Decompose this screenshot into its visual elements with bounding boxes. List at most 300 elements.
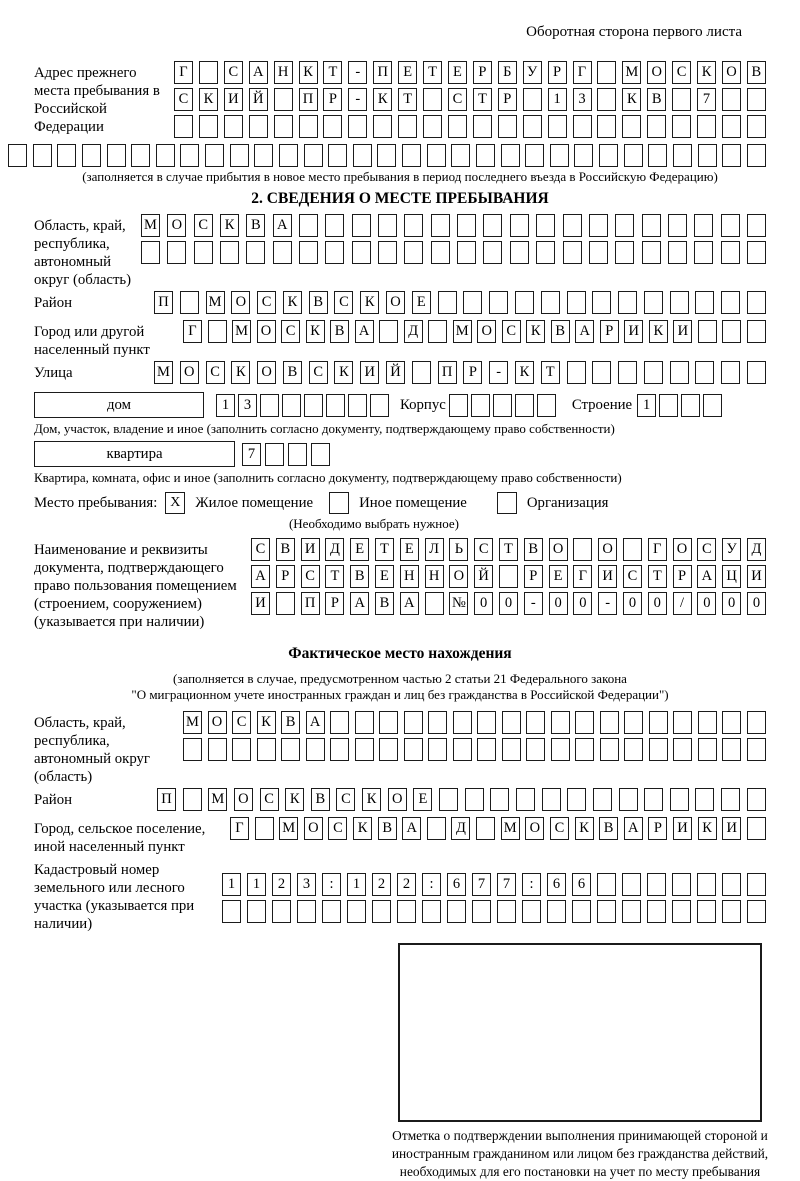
kadastr-cells	[222, 858, 766, 927]
char-cell: 7	[242, 443, 261, 466]
char-cell	[574, 144, 593, 167]
char-cell	[274, 88, 293, 111]
char-cell: В	[599, 817, 618, 840]
char-cell	[644, 788, 663, 811]
confirmation-stamp-note: Отметка о подтверждении выполнения принимающей стороной и иностранным гражданином или лицом без гражданства действий, необходимых для его постановки на учет по месту пребывания	[391, 1128, 769, 1179]
char-cell: К	[526, 320, 545, 343]
char-cell	[536, 214, 555, 237]
char-cell	[567, 788, 586, 811]
confirmation-stamp-box	[398, 943, 762, 1122]
char-cell	[465, 788, 484, 811]
char-cell: М	[279, 817, 298, 840]
option-zhiloe-label: Жилое помещение	[195, 494, 314, 511]
char-cell: М	[208, 788, 227, 811]
char-cell	[107, 144, 126, 167]
oblast-row-2	[141, 241, 766, 264]
char-cell	[572, 900, 591, 923]
char-cell: Т	[375, 538, 394, 561]
char-cell	[330, 711, 349, 734]
char-cell	[378, 241, 397, 264]
char-cell	[208, 320, 227, 343]
char-cell: А	[400, 592, 419, 615]
char-cell	[180, 291, 199, 314]
char-cell	[224, 115, 243, 138]
factual-title: Фактическое место нахождения	[288, 645, 512, 662]
char-cell: Е	[375, 565, 394, 588]
char-cell	[536, 241, 555, 264]
char-cell: И	[722, 817, 741, 840]
char-cell: К	[575, 817, 594, 840]
char-cell	[673, 144, 692, 167]
char-cell	[372, 900, 391, 923]
char-cell	[563, 241, 582, 264]
char-cell	[348, 394, 367, 417]
char-cell	[439, 788, 458, 811]
char-cell	[427, 144, 446, 167]
factual-oblast-row-1	[183, 711, 766, 734]
char-cell	[449, 394, 468, 417]
ulitsa-block	[34, 361, 766, 388]
char-cell	[352, 241, 371, 264]
char-cell	[438, 291, 457, 314]
char-cell	[747, 291, 766, 314]
char-cell: :	[422, 873, 441, 896]
char-cell	[141, 241, 160, 264]
char-cell: Р	[498, 88, 517, 111]
char-cell	[722, 88, 741, 111]
char-cell: 6	[447, 873, 466, 896]
char-cell	[747, 144, 766, 167]
char-cell	[232, 738, 251, 761]
char-cell	[615, 214, 634, 237]
char-cell: П	[299, 88, 318, 111]
char-cell: 1	[637, 394, 656, 417]
char-cell	[721, 241, 740, 264]
char-cell: С	[448, 88, 467, 111]
char-cell	[273, 241, 292, 264]
factual-oblast-block	[34, 711, 766, 786]
char-cell: И	[224, 88, 243, 111]
char-cell	[668, 214, 687, 237]
char-cell	[489, 291, 508, 314]
char-cell	[597, 88, 616, 111]
char-cell	[370, 394, 389, 417]
char-cell	[516, 788, 535, 811]
stroenie-cells	[637, 394, 722, 417]
char-cell: О	[449, 565, 468, 588]
char-cell	[597, 900, 616, 923]
char-cell: 6	[547, 873, 566, 896]
char-cell	[477, 711, 496, 734]
char-cell	[644, 361, 663, 384]
char-cell	[33, 144, 52, 167]
char-cell: С	[260, 788, 279, 811]
char-cell	[747, 320, 766, 343]
char-cell	[672, 873, 691, 896]
char-cell	[471, 394, 490, 417]
char-cell	[618, 291, 637, 314]
char-cell: Р	[548, 61, 567, 84]
char-cell	[747, 788, 766, 811]
char-cell: К	[334, 361, 353, 384]
oblast-label: Область, край, республика, автономный округ (область)	[34, 218, 132, 288]
char-cell: С	[623, 565, 642, 588]
char-cell: В	[283, 361, 302, 384]
char-cell: О	[477, 320, 496, 343]
char-cell	[483, 241, 502, 264]
char-cell	[624, 144, 643, 167]
char-cell	[672, 900, 691, 923]
char-cell: 0	[499, 592, 518, 615]
char-cell	[573, 115, 592, 138]
char-cell	[404, 738, 423, 761]
char-cell: 0	[648, 592, 667, 615]
char-cell: К	[360, 291, 379, 314]
char-cell: Р	[524, 565, 543, 588]
char-cell: В	[311, 788, 330, 811]
char-cell: К	[373, 88, 392, 111]
char-cell	[649, 738, 668, 761]
gorod-label: Город или другой населенный пункт	[34, 324, 150, 358]
char-cell	[422, 900, 441, 923]
char-cell	[644, 291, 663, 314]
char-cell	[698, 320, 717, 343]
char-cell	[510, 214, 529, 237]
char-cell	[378, 214, 397, 237]
char-cell: И	[624, 320, 643, 343]
char-cell	[304, 394, 323, 417]
char-cell	[281, 738, 300, 761]
checkbox-organizatsiya	[497, 492, 517, 514]
place-type-label: Место пребывания:	[34, 494, 158, 511]
char-cell: О	[388, 788, 407, 811]
char-cell	[510, 241, 529, 264]
char-cell	[747, 738, 766, 761]
char-cell	[600, 711, 619, 734]
char-cell	[647, 115, 666, 138]
char-cell: С	[697, 538, 716, 561]
char-cell	[397, 900, 416, 923]
kadastr-block	[34, 858, 766, 933]
char-cell	[695, 361, 714, 384]
char-cell	[288, 443, 307, 466]
char-cell	[453, 738, 472, 761]
char-cell: П	[157, 788, 176, 811]
char-cell	[254, 144, 273, 167]
raion-label: Район	[34, 295, 73, 311]
char-cell: М	[501, 817, 520, 840]
kadastr-label: Кадастровый номер земельного или лесного участка (указывается при наличии)	[34, 862, 195, 932]
char-cell	[311, 443, 330, 466]
previous-address-row-4	[8, 144, 766, 167]
char-cell: 1	[247, 873, 266, 896]
char-cell	[722, 144, 741, 167]
previous-address-cells	[174, 61, 766, 142]
char-cell	[722, 115, 741, 138]
char-cell	[428, 320, 447, 343]
char-cell	[477, 738, 496, 761]
dom-note: Дом, участок, владение и иное (заполнить согласно документу, подтверждающему право собственности)	[34, 421, 615, 436]
char-cell	[541, 291, 560, 314]
document-block	[34, 538, 766, 631]
char-cell	[747, 214, 766, 237]
char-cell	[497, 900, 516, 923]
previous-address-note: (заполняется в случае прибытия в новое место пребывания в период последнего въезда в Российскую Федерацию)	[82, 169, 718, 184]
char-cell	[265, 443, 284, 466]
char-cell	[463, 291, 482, 314]
char-cell	[499, 565, 518, 588]
char-cell	[194, 241, 213, 264]
char-cell: 3	[297, 873, 316, 896]
char-cell	[615, 241, 634, 264]
char-cell: И	[673, 817, 692, 840]
char-cell: Р	[673, 565, 692, 588]
char-cell	[167, 241, 186, 264]
char-cell: А	[697, 565, 716, 588]
char-cell: С	[550, 817, 569, 840]
option-inoe	[329, 492, 467, 514]
factual-gorod-label: Город, сельское поселение, иной населенный пункт	[34, 821, 206, 855]
char-cell: 1	[347, 873, 366, 896]
char-cell: 1	[548, 88, 567, 111]
char-cell: И	[251, 592, 270, 615]
char-cell	[299, 241, 318, 264]
char-cell: Р	[463, 361, 482, 384]
char-cell	[174, 115, 193, 138]
char-cell	[8, 144, 27, 167]
char-cell: О	[304, 817, 323, 840]
char-cell	[747, 900, 766, 923]
char-cell: Й	[474, 565, 493, 588]
char-cell: С	[232, 711, 251, 734]
char-cell	[722, 738, 741, 761]
char-cell	[183, 738, 202, 761]
char-cell	[721, 291, 740, 314]
kadastr-row-1	[222, 873, 766, 896]
char-cell: Р	[323, 88, 342, 111]
char-cell	[304, 144, 323, 167]
char-cell: Т	[423, 61, 442, 84]
factual-gorod-block	[34, 817, 766, 856]
char-cell	[208, 738, 227, 761]
char-cell: О	[180, 361, 199, 384]
char-cell: М	[183, 711, 202, 734]
char-cell	[722, 873, 741, 896]
char-cell: Т	[541, 361, 560, 384]
char-cell	[325, 241, 344, 264]
char-cell: С	[309, 361, 328, 384]
option-organizatsiya	[497, 492, 609, 514]
char-cell	[431, 214, 450, 237]
factual-oblast-cells	[183, 711, 766, 765]
char-cell	[747, 817, 766, 840]
document-row-2	[251, 565, 766, 588]
oblast-cells	[141, 214, 766, 268]
char-cell: О	[722, 61, 741, 84]
char-cell	[747, 88, 766, 111]
char-cell: С	[328, 817, 347, 840]
kvartira-note: Квартира, комната, офис и иное (заполнить согласно документу, подтверждающему право собственности)	[34, 470, 622, 485]
checkbox-zhiloe-pomeshchenie: X	[165, 492, 185, 514]
char-cell: В	[524, 538, 543, 561]
char-cell	[522, 900, 541, 923]
char-cell	[299, 214, 318, 237]
char-cell: К	[649, 320, 668, 343]
char-cell	[404, 214, 423, 237]
char-cell	[573, 538, 592, 561]
char-cell: :	[522, 873, 541, 896]
char-cell	[599, 144, 618, 167]
char-cell	[355, 711, 374, 734]
char-cell: О	[386, 291, 405, 314]
char-cell	[428, 738, 447, 761]
char-cell: О	[231, 291, 250, 314]
document-row-1	[251, 538, 766, 561]
char-cell: И	[747, 565, 766, 588]
char-cell: А	[251, 565, 270, 588]
char-cell	[526, 711, 545, 734]
char-cell: М	[453, 320, 472, 343]
char-cell	[322, 900, 341, 923]
char-cell: Д	[747, 538, 766, 561]
char-cell: Т	[473, 88, 492, 111]
char-cell	[425, 592, 444, 615]
char-cell	[721, 788, 740, 811]
char-cell	[592, 361, 611, 384]
gorod-row	[183, 320, 766, 343]
char-cell: Е	[448, 61, 467, 84]
previous-address-label: Адрес прежнего места пребывания в Российской Федерации	[34, 65, 160, 135]
char-cell: В	[246, 214, 265, 237]
char-cell	[279, 144, 298, 167]
char-cell	[379, 320, 398, 343]
char-cell	[328, 144, 347, 167]
char-cell: М	[206, 291, 225, 314]
char-cell	[502, 711, 521, 734]
char-cell	[668, 241, 687, 264]
char-cell	[670, 361, 689, 384]
char-cell	[694, 241, 713, 264]
factual-notes	[34, 671, 766, 703]
char-cell	[647, 873, 666, 896]
char-cell	[222, 900, 241, 923]
char-cell	[670, 291, 689, 314]
char-cell: И	[360, 361, 379, 384]
raion-cells	[154, 291, 766, 318]
option-inoe-label: Иное помещение	[359, 494, 467, 511]
char-cell	[246, 241, 265, 264]
char-cell: К	[220, 214, 239, 237]
char-cell	[642, 214, 661, 237]
char-cell: Р	[600, 320, 619, 343]
char-cell	[131, 144, 150, 167]
kvartira-cells	[242, 443, 330, 466]
char-cell	[747, 241, 766, 264]
char-cell: И	[301, 538, 320, 561]
char-cell	[347, 900, 366, 923]
char-cell: 7	[472, 873, 491, 896]
section2-title: 2. СВЕДЕНИЯ О МЕСТЕ ПРЕБЫВАНИЯ	[251, 190, 549, 207]
char-cell	[457, 214, 476, 237]
char-cell: О	[208, 711, 227, 734]
char-cell: В	[276, 538, 295, 561]
char-cell: 0	[722, 592, 741, 615]
char-cell: Т	[325, 565, 344, 588]
char-cell	[526, 738, 545, 761]
char-cell	[703, 394, 722, 417]
char-cell	[747, 873, 766, 896]
char-cell: Й	[386, 361, 405, 384]
char-cell: А	[402, 817, 421, 840]
char-cell: К	[199, 88, 218, 111]
char-cell	[622, 873, 641, 896]
page-side-note: Оборотная сторона первого листа	[526, 24, 742, 40]
char-cell	[473, 115, 492, 138]
char-cell: 0	[623, 592, 642, 615]
char-cell	[698, 738, 717, 761]
char-cell	[306, 738, 325, 761]
char-cell: К	[622, 88, 641, 111]
factual-raion-cells	[157, 788, 766, 815]
char-cell: Г	[648, 538, 667, 561]
char-cell: Д	[451, 817, 470, 840]
char-cell: Е	[413, 788, 432, 811]
char-cell: О	[234, 788, 253, 811]
char-cell	[747, 115, 766, 138]
char-cell	[299, 115, 318, 138]
char-cell: Ь	[449, 538, 468, 561]
char-cell	[57, 144, 76, 167]
char-cell	[379, 711, 398, 734]
char-cell: У	[523, 61, 542, 84]
char-cell: К	[353, 817, 372, 840]
char-cell	[490, 788, 509, 811]
char-cell: -	[598, 592, 617, 615]
char-cell	[257, 738, 276, 761]
char-cell	[694, 214, 713, 237]
char-cell	[515, 291, 534, 314]
char-cell: О	[549, 538, 568, 561]
previous-address-block	[34, 61, 766, 142]
raion-row	[154, 291, 766, 314]
char-cell	[695, 788, 714, 811]
char-cell	[249, 115, 268, 138]
gorod-block	[34, 320, 766, 359]
char-cell: С	[174, 88, 193, 111]
char-cell: П	[301, 592, 320, 615]
char-cell	[550, 144, 569, 167]
char-cell: 2	[372, 873, 391, 896]
char-cell	[592, 291, 611, 314]
previous-address-row-3	[174, 115, 766, 138]
choose-note: (Необходимо выбрать нужное)	[288, 516, 460, 531]
char-cell: 0	[747, 592, 766, 615]
char-cell: К	[306, 320, 325, 343]
char-cell: У	[722, 538, 741, 561]
char-cell	[325, 214, 344, 237]
char-cell: Р	[473, 61, 492, 84]
char-cell	[659, 394, 678, 417]
char-cell: С	[251, 538, 270, 561]
char-cell: А	[624, 817, 643, 840]
char-cell: 6	[572, 873, 591, 896]
char-cell: 0	[697, 592, 716, 615]
char-cell	[515, 394, 534, 417]
char-cell: О	[257, 320, 276, 343]
char-cell: М	[154, 361, 173, 384]
char-cell	[623, 538, 642, 561]
char-cell: А	[249, 61, 268, 84]
